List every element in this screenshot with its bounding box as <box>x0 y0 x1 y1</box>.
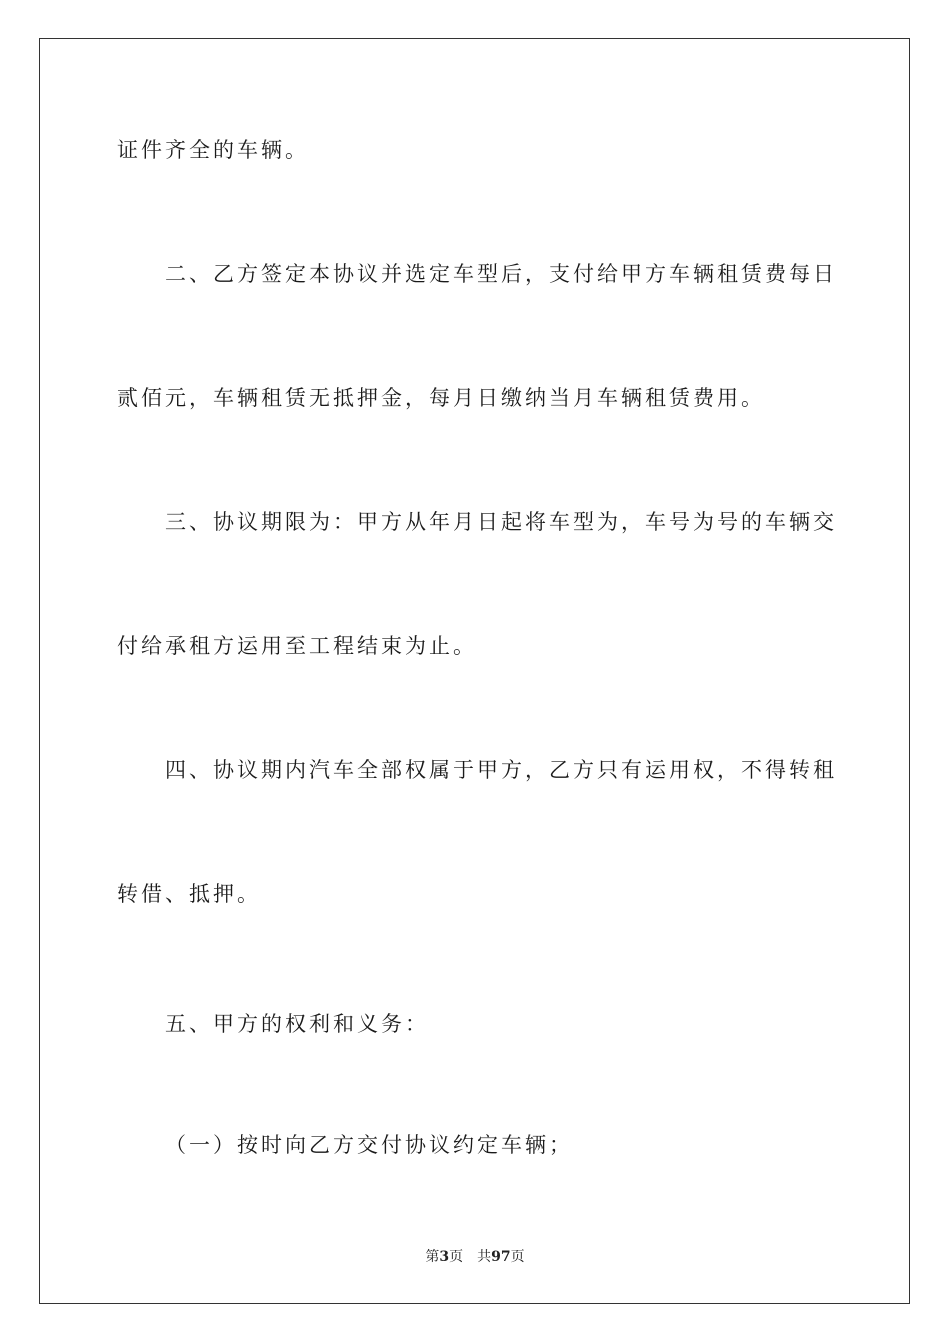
page-suffix: 页 <box>449 1249 464 1265</box>
total-pages: 97 <box>491 1249 511 1265</box>
total-prefix: 共 <box>477 1249 492 1265</box>
body-line-4: 三、协议期限为：甲方从年月日起将车型为，车号为号的车辆交 <box>165 510 837 534</box>
page-footer <box>0 1248 950 1266</box>
page-border <box>39 38 910 1304</box>
body-line-3: 贰佰元，车辆租赁无抵押金，每月日缴纳当月车辆租赁费用。 <box>117 386 765 410</box>
total-suffix: 页 <box>510 1249 525 1265</box>
body-line-1: 证件齐全的车辆。 <box>117 138 309 162</box>
body-line-5: 付给承租方运用至工程结束为止。 <box>117 634 477 658</box>
page-number: 3 <box>439 1249 450 1265</box>
body-line-9: （一）按时向乙方交付协议约定车辆； <box>165 1133 573 1157</box>
page-prefix: 第 <box>425 1249 440 1265</box>
body-line-7: 转借、抵押。 <box>117 882 261 906</box>
body-line-8: 五、甲方的权利和义务： <box>165 1012 429 1036</box>
body-line-6: 四、协议期内汽车全部权属于甲方，乙方只有运用权，不得转租 <box>165 758 837 782</box>
body-line-2: 二、乙方签定本协议并选定车型后，支付给甲方车辆租赁费每日 <box>165 262 837 286</box>
